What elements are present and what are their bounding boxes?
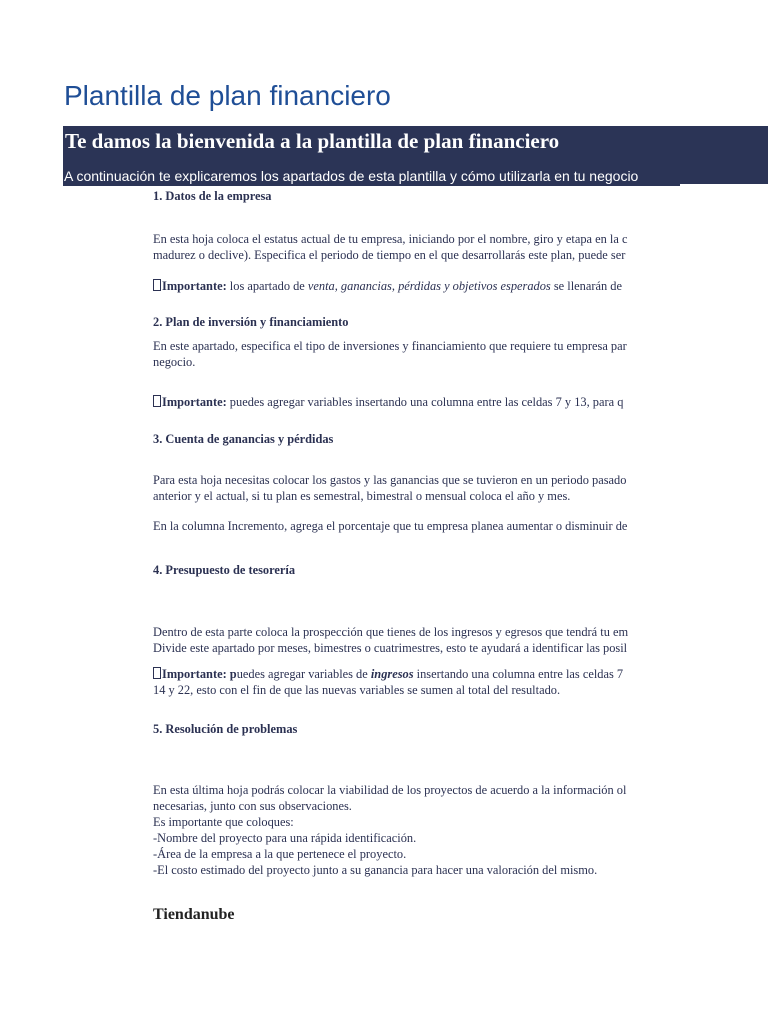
- section-4-heading: 4. Presupuesto de tesorería: [153, 563, 296, 577]
- section-1-note: [153, 278, 682, 294]
- note-box-icon: [153, 279, 161, 291]
- note-text: puedes agregar variables insertando una columna entre las celdas 7 y 13, para q: [226, 395, 624, 409]
- page-title: Plantilla de plan financiero: [64, 80, 391, 111]
- section-5-line-5: -Área de la empresa a la que pertenece el proyecto.: [153, 847, 407, 861]
- note-text-end: se llenarán de: [550, 279, 622, 293]
- note-box-icon: [153, 395, 161, 407]
- section-2-note: [153, 394, 682, 410]
- section-4-note: [153, 666, 682, 682]
- note-label: Importante: p: [162, 667, 237, 681]
- note-bolditalic-text: ingresos: [370, 667, 414, 681]
- section-3-text-line-1: Para esta hoja necesitas colocar los gastos y las ganancias que se tuvieron en un periodo pasado: [153, 473, 627, 487]
- note-text: los apartado de: [226, 279, 308, 293]
- section-5-line-4: -Nombre del proyecto para una rápida identificación.: [153, 831, 417, 845]
- section-5-line-6: -El costo estimado del proyecto junto a su ganancia para hacer una valoración del mismo.: [153, 863, 598, 877]
- section-4-text-line-2: Divide este apartado por meses, bimestres o cuatrimestres, esto te ayudará a identificar las posil: [153, 641, 628, 655]
- section-3-heading: 3. Cuenta de ganancias y pérdidas: [153, 432, 334, 446]
- section-1-text-line-2: madurez o declive). Especifica el periodo de tiempo en el que desarrollarás este plan, puede ser: [153, 248, 626, 262]
- note-text: uedes agregar variables de: [236, 667, 371, 681]
- section-4-text-line-1: Dentro de esta parte coloca la prospección que tienes de los ingresos y egresos que tendrá tu em: [153, 625, 629, 639]
- note-label: Importante:: [162, 279, 227, 293]
- brand-name: Tiendanube: [153, 906, 235, 923]
- section-5-line-3: Es importante que coloques:: [153, 815, 294, 829]
- section-4-note-line-2: 14 y 22, esto con el fin de que las nuevas variables se sumen al total del resultado.: [153, 683, 561, 697]
- note-label: Importante:: [162, 395, 227, 409]
- section-5-line-1: En esta última hoja podrás colocar la viabilidad de los proyectos de acuerdo a la información ol: [153, 783, 627, 797]
- section-2-heading: 2. Plan de inversión y financiamiento: [153, 315, 349, 329]
- banner-subtitle: A continuación te explicaremos los apartados de esta plantilla y cómo utilizarla en tu negocio: [64, 168, 639, 184]
- note-text-end: insertando una columna entre las celdas 7: [413, 667, 624, 681]
- section-1-heading: 1. Datos de la empresa: [153, 189, 272, 203]
- note-italic-text: venta, ganancias, pérdidas y objetivos esperados: [307, 279, 551, 293]
- section-5-heading: 5. Resolución de problemas: [153, 722, 298, 736]
- section-1-text-line-1: En esta hoja coloca el estatus actual de tu empresa, iniciando por el nombre, giro y etapa en la c: [153, 232, 628, 246]
- section-3-text-2: En la columna Incremento, agrega el porcentaje que tu empresa planea aumentar o disminuir de: [153, 519, 628, 533]
- section-2-text-line-1: En este apartado, especifica el tipo de inversiones y financiamiento que requiere tu empresa par: [153, 339, 627, 353]
- instructions-content: [153, 0, 682, 1024]
- section-5-line-2: necesarias, junto con sus observaciones.: [153, 799, 352, 813]
- section-2-text-line-2: negocio.: [153, 355, 196, 369]
- banner-title: Te damos la bienvenida a la plantilla de plan financiero: [65, 129, 560, 153]
- note-box-icon: [153, 667, 161, 679]
- section-3-text-line-2: anterior y el actual, si tu plan es semestral, bimestral o mensual coloca el año y mes.: [153, 489, 571, 503]
- banner-notch: [680, 184, 768, 188]
